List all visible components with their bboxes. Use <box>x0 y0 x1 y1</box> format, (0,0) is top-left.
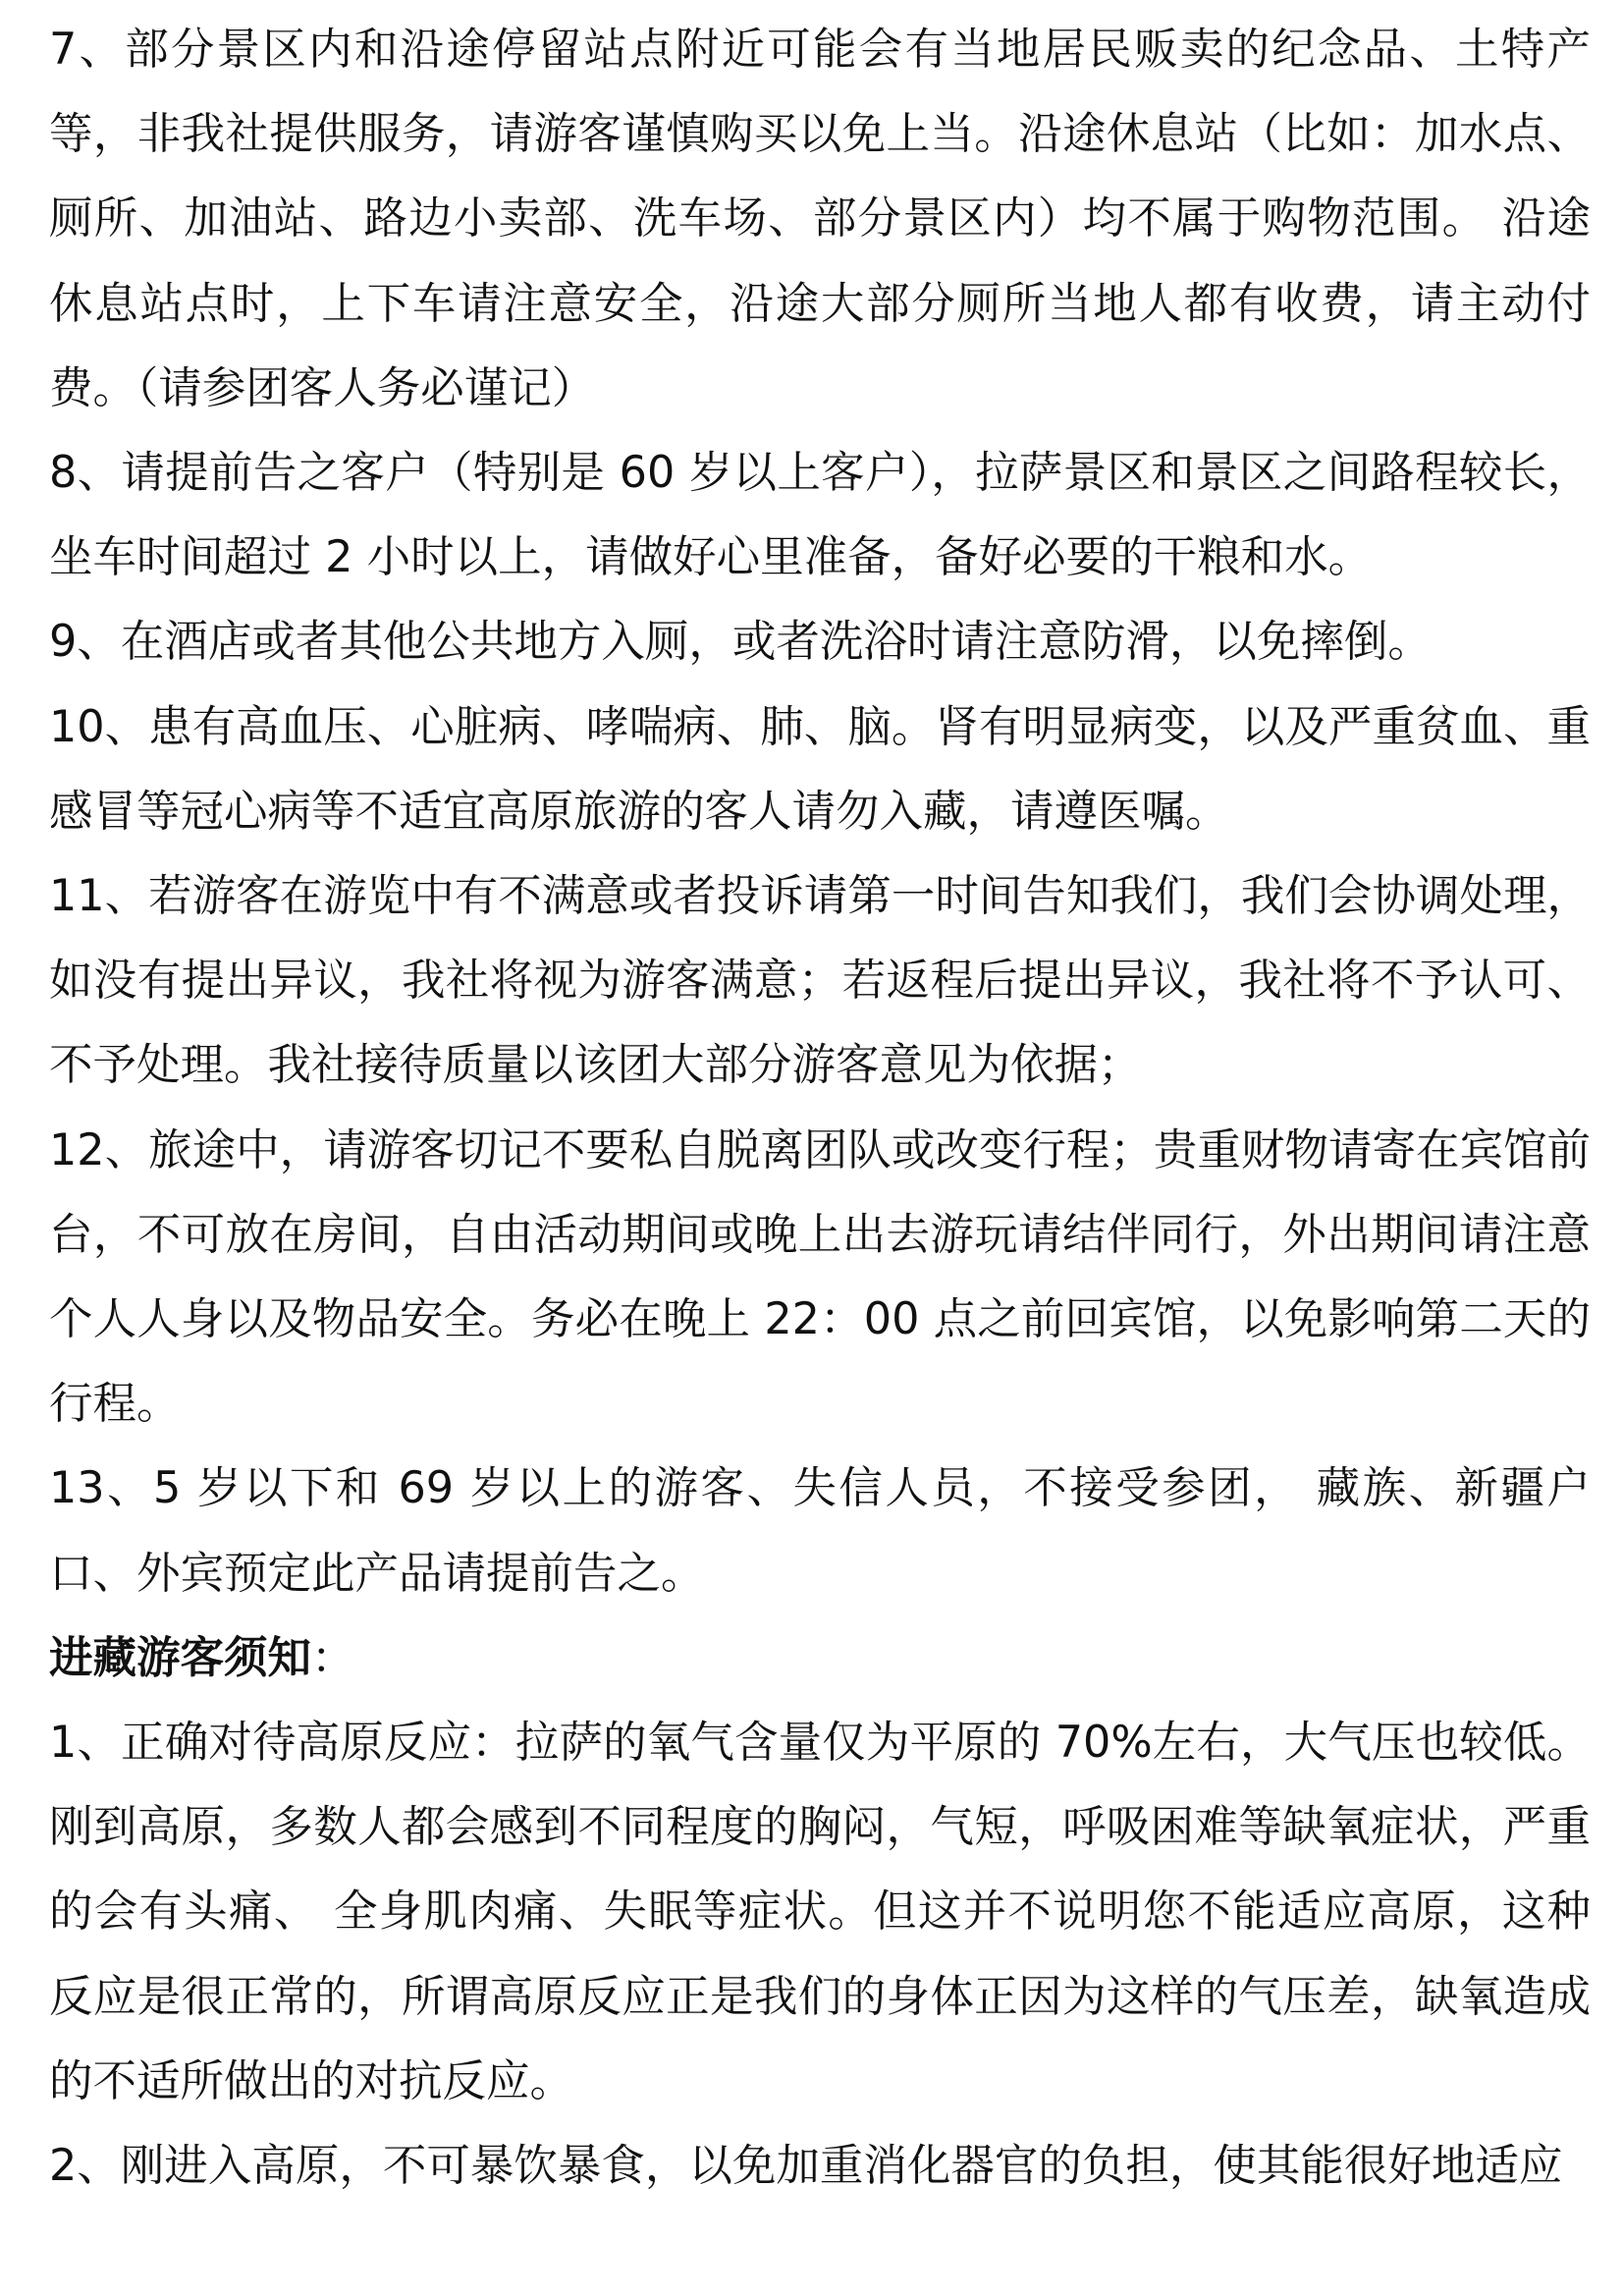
tibet-notice-item-1: 1、正确对待高原反应：拉萨的氧气含量仅为平原的 70%左右，大气压也较低。刚到高原，多数人都会感到不同程度的胸闷，气短，呼吸困难等缺氧症状，严重的会有头痛、 全身肌肉痛、失眠等症状。但这并不说明您不能适应高原，这种反应是很正常的，所谓高原反应正是我们的身体正因为这样的气压差，缺氧造成的不适所做出的对抗反应。 <box>49 1718 1591 2106</box>
notice-item-7: 7、部分景区内和沿途停留站点附近可能会有当地居民贩卖的纪念品、土特产等，非我社提供服务，请游客谨慎购买以免上当。沿途休息站（比如：加水点、厕所、加油站、路边小卖部、洗车场、部分景区内）均不属于购物范围。 沿途休息站点时，上下车请注意安全，沿途大部分厕所当地人都有收费，请主动付费。（请参团客人务必谨记） <box>49 25 1591 413</box>
notice-item-12: 12、旅途中，请游客切记不要私自脱离团队或改变行程；贵重财物请寄在宾馆前台，不可放在房间，自由活动期间或晚上出去游玩请结伴同行，外出期间请注意个人人身以及物品安全。务必在晚上 22：00 点之前回宾馆，以免影响第二天的行程。 <box>49 1124 1591 1430</box>
notice-item-13: 13、5 岁以下和 69 岁以上的游客、失信人员，不接受参团， 藏族、新疆户口、外宾预定此产品请提前告之。 <box>49 1463 1591 1599</box>
notice-item-9: 9、在酒店或者其他公共地方入厕，或者洗浴时请注意防滑，以免摔倒。 <box>49 617 1432 668</box>
tibet-notice-item-2: 2、刚进入高原，不可暴饮暴食，以免加重消化器官的负担，使其能很好地适应 <box>49 2141 1563 2192</box>
document-page <box>49 0 1591 2209</box>
section-heading-title: 进藏游客须知 <box>49 1632 312 1683</box>
notice-item-8: 8、请提前告之客户（特别是 60 岁以上客户），拉萨景区和景区之间路程较长，坐车时间超过 2 小时以上，请做好心里准备，备好必要的干粮和水。 <box>49 448 1591 583</box>
section-heading <box>49 1616 1591 1701</box>
section-heading-colon: ： <box>311 1632 355 1683</box>
notice-item-10: 10、患有高血压、心脏病、哮喘病、肺、脑。肾有明显病变，以及严重贫血、重感冒等冠心病等不适宜高原旅游的客人请勿入藏，请遵医嘱。 <box>49 701 1591 837</box>
notice-item-11: 11、若游客在游览中有不满意或者投诉请第一时间告知我们，我们会协调处理，如没有提出异议，我社将视为游客满意；若返程后提出异议，我社将不予认可、不予处理。我社接待质量以该团大部分游客意见为依据； <box>49 871 1591 1091</box>
